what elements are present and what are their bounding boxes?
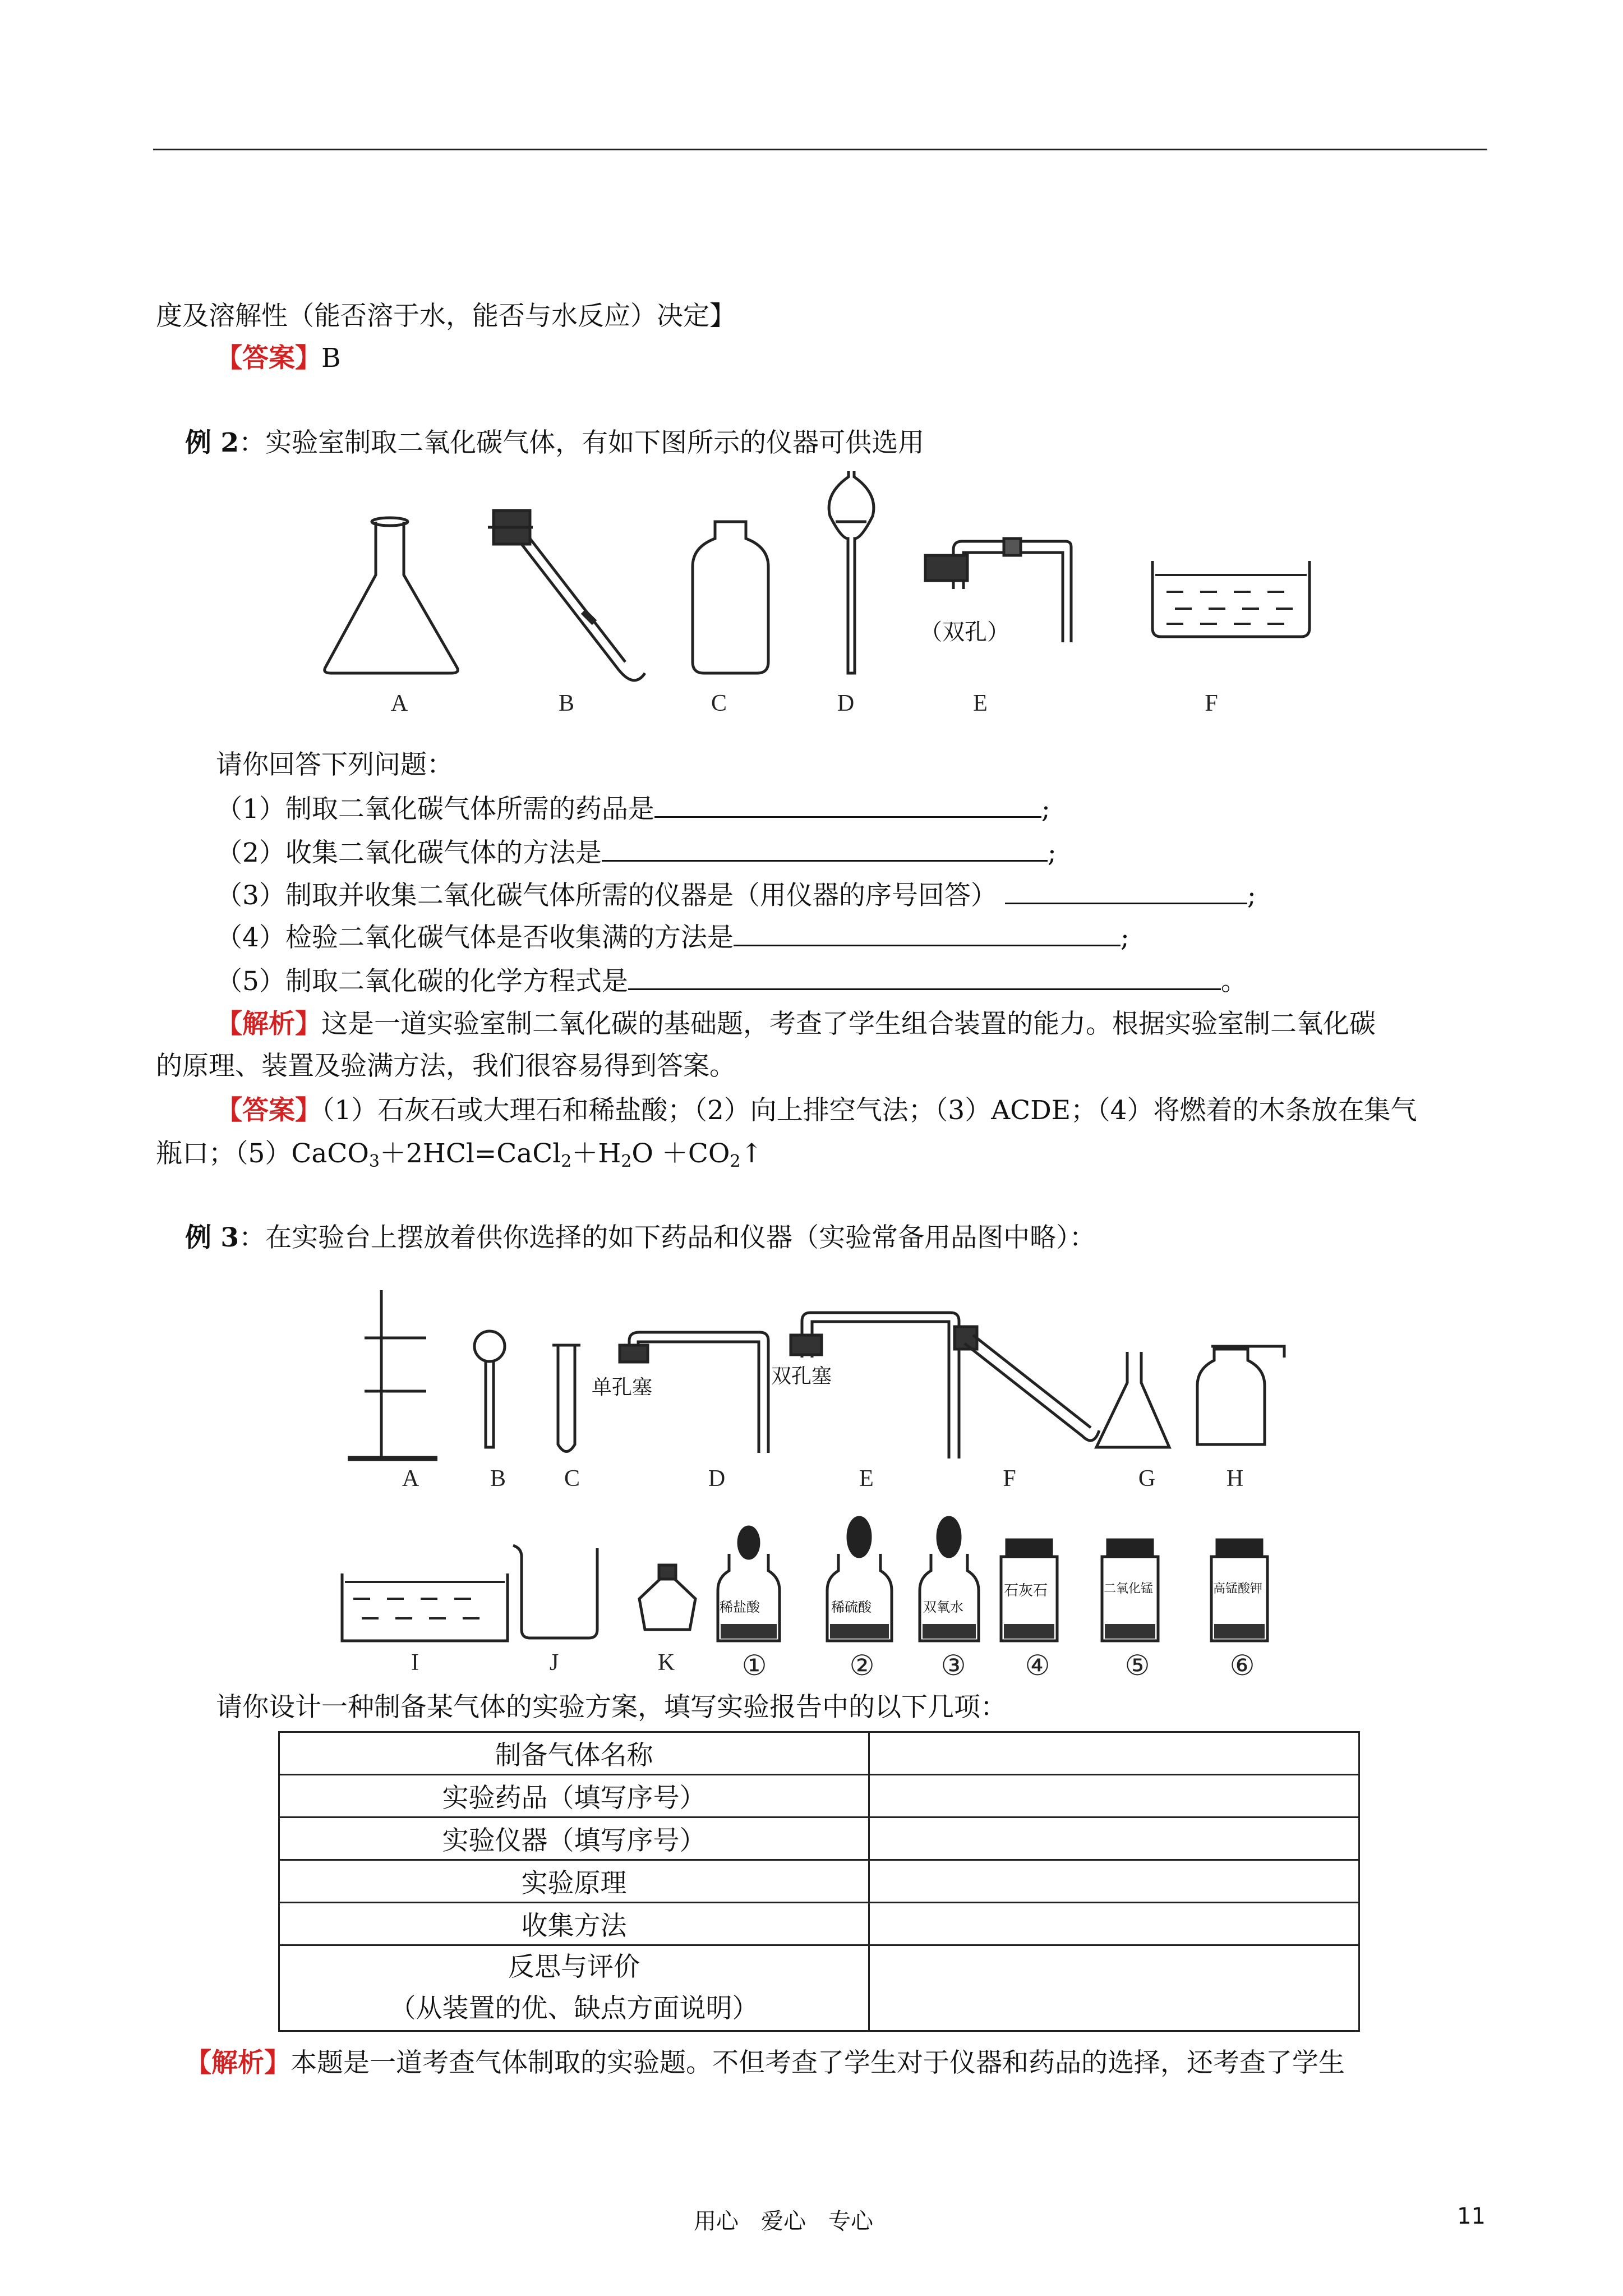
page-number: 11: [1457, 2203, 1486, 2229]
label-3: ③: [940, 1650, 966, 1681]
label-4: ④: [1025, 1650, 1050, 1681]
question-4: （4）检验二氧化碳气体是否收集满的方法是 ;: [216, 922, 1129, 953]
label-d-2: D: [708, 1466, 726, 1492]
question-2: （2）收集二氧化碳气体的方法是 ;: [216, 838, 1057, 868]
experiment-report-table: [278, 1731, 1360, 2032]
bottle-label-1: 稀盐酸: [720, 1599, 760, 1615]
table-row: 实验仪器（填写序号）: [279, 1818, 1359, 1860]
intro-line: 度及溶解性（能否溶于水，能否与水反应）决定】: [156, 301, 736, 332]
report-cell[interactable]: [869, 1860, 1359, 1903]
label-a: A: [390, 691, 408, 716]
example-2-analysis-1: 【解析】这是一道实验室制二氧化碳的基础题，考查了学生组合装置的能力。根据实验室制二氧化碳: [216, 1009, 1376, 1039]
question-3: （3）制取并收集二氧化碳气体所需的仪器是（用仪器的序号回答） ;: [216, 880, 1256, 911]
double-hole-note: （双孔）: [920, 619, 1009, 645]
label-g-2: G: [1138, 1466, 1156, 1492]
example-2-text: ：实验室制取二氧化碳气体，有如下图所示的仪器可供选用: [239, 427, 925, 458]
footer-motto: 用心 爱心 专心: [694, 2208, 873, 2234]
label-f: F: [1205, 691, 1218, 716]
example-3-analysis: 【解析】本题是一道考查气体制取的实验题。不但考查了学生对于仪器和药品的选择，还考查了学生: [185, 2047, 1345, 2078]
label-2: ②: [849, 1650, 875, 1681]
example-2-analysis-2: 的原理、装置及验满方法，我们很容易得到答案。: [156, 1051, 736, 1082]
label-c: C: [711, 691, 727, 716]
label-f-2: F: [1003, 1466, 1016, 1492]
label-b: B: [558, 691, 574, 716]
label-d: D: [837, 691, 855, 716]
report-cell[interactable]: [869, 1945, 1359, 2031]
example-2-prompt: 请你回答下列问题：: [216, 749, 453, 780]
label-h-2: H: [1226, 1466, 1244, 1492]
bottle-label-2: 稀硫酸: [831, 1599, 872, 1615]
double-hole-stopper-label: 双孔塞: [771, 1365, 832, 1388]
table-row: 实验药品（填写序号）: [279, 1775, 1359, 1818]
report-cell[interactable]: [869, 1903, 1359, 1945]
table-row: 制备气体名称: [279, 1732, 1359, 1775]
example-3-prompt: 请你设计一种制备某气体的实验方案，填写实验报告中的以下几项：: [216, 1692, 1007, 1723]
question-5: （5）制取二氧化碳的化学方程式是 。: [216, 966, 1247, 997]
bottle-label-4: 石灰石: [1004, 1582, 1048, 1599]
label-i: I: [411, 1650, 419, 1676]
example-3-text: ：在实验台上摆放着供你选择的如下药品和仪器（实验常备用品图中略）：: [239, 1222, 1096, 1253]
table-row: 收集方法: [279, 1903, 1359, 1945]
label-b-2: B: [490, 1466, 506, 1492]
label-c-2: C: [564, 1466, 580, 1492]
label-j: J: [549, 1650, 559, 1676]
example-2-label: 例 2: [185, 427, 239, 458]
example-2-answer-1: 【答案】（1）石灰石或大理石和稀盐酸；（2）向上排空气法；（3）ACDE；（4）将燃着的木条放在集气: [216, 1095, 1417, 1126]
label-k: K: [657, 1650, 675, 1676]
example-2-answer-2: 瓶口；$(5)CaCO_3+2HCl=CaCl_2+H_2O$ $+CO_2↑$: [156, 1138, 763, 1171]
bottle-label-6: 高锰酸钾: [1213, 1582, 1263, 1596]
label-e: E: [973, 691, 988, 716]
table-row: 反思与评价 （从装置的优、缺点方面说明）: [279, 1945, 1359, 2031]
table-row: 实验原理: [279, 1860, 1359, 1903]
question-1: （1）制取二氧化碳气体所需的药品是 ;: [216, 794, 1050, 825]
single-hole-stopper-label: 单孔塞: [592, 1376, 653, 1399]
label-a-2: A: [402, 1466, 419, 1492]
label-e-2: E: [859, 1466, 874, 1492]
label-1: ①: [741, 1650, 767, 1681]
label-5: ⑤: [1124, 1650, 1150, 1681]
bottle-label-5: 二氧化锰: [1104, 1582, 1154, 1596]
answer-tag: 【答案】: [216, 343, 321, 374]
bottle-label-3: 双氧水: [923, 1599, 963, 1615]
report-cell[interactable]: [869, 1818, 1359, 1860]
report-cell[interactable]: [869, 1775, 1359, 1818]
answer-text: B: [321, 343, 341, 374]
example-3-label: 例 3: [185, 1222, 239, 1253]
label-6: ⑥: [1229, 1650, 1255, 1681]
report-cell[interactable]: [869, 1732, 1359, 1775]
